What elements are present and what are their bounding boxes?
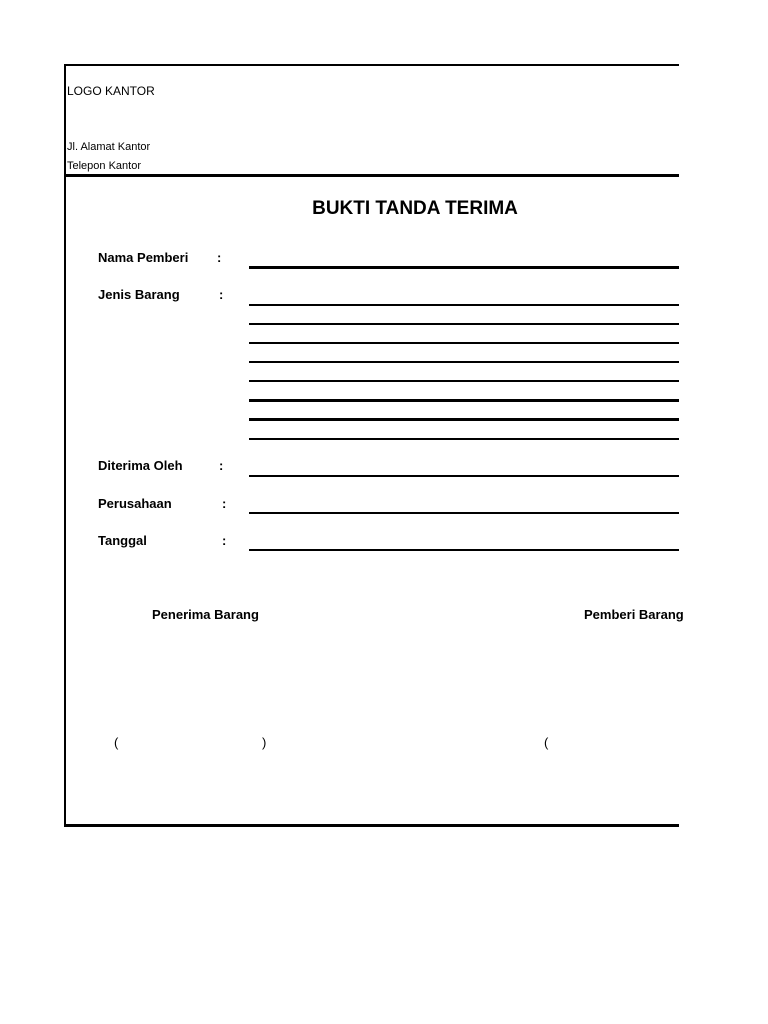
field-line-nama-pemberi[interactable] [249,266,679,269]
label-diterima-oleh: Diterima Oleh [98,458,183,473]
page-title: BUKTI TANDA TERIMA [312,198,518,219]
signature-close-paren-receiver: ) [262,735,267,750]
field-line-jenis-barang-5[interactable] [249,380,679,382]
colon-diterima-oleh: : [219,458,224,473]
label-tanggal: Tanggal [98,533,147,548]
header-divider [64,174,679,177]
label-jenis-barang: Jenis Barang [98,287,180,302]
office-address: Jl. Alamat Kantor [67,141,151,153]
label-nama-pemberi: Nama Pemberi [98,250,189,265]
field-line-jenis-barang-3[interactable] [249,342,679,344]
signature-label-giver: Pemberi Barang [584,607,684,622]
field-line-jenis-barang-7[interactable] [249,418,679,421]
field-line-jenis-barang-2[interactable] [249,323,679,325]
field-line-diterima-oleh[interactable] [249,475,679,477]
colon-nama-pemberi: : [217,250,222,265]
frame-bottom-border [64,824,679,827]
signature-open-paren-giver: ( [544,735,549,750]
field-line-tanggal[interactable] [249,549,679,551]
field-line-jenis-barang-4[interactable] [249,361,679,363]
field-line-perusahaan[interactable] [249,512,679,514]
frame-top-border [64,64,679,66]
colon-tanggal: : [222,533,227,548]
signature-label-receiver: Penerima Barang [152,607,259,622]
colon-jenis-barang: : [219,287,224,302]
office-logo-placeholder: LOGO KANTOR [67,84,155,98]
signature-open-paren-receiver: ( [114,735,119,750]
office-phone: Telepon Kantor [67,160,141,172]
label-perusahaan: Perusahaan [98,496,172,511]
colon-perusahaan: : [222,496,227,511]
frame-left-border [64,64,66,827]
field-line-jenis-barang-1[interactable] [249,304,679,306]
field-line-jenis-barang-8[interactable] [249,438,679,440]
field-line-jenis-barang-6[interactable] [249,399,679,402]
